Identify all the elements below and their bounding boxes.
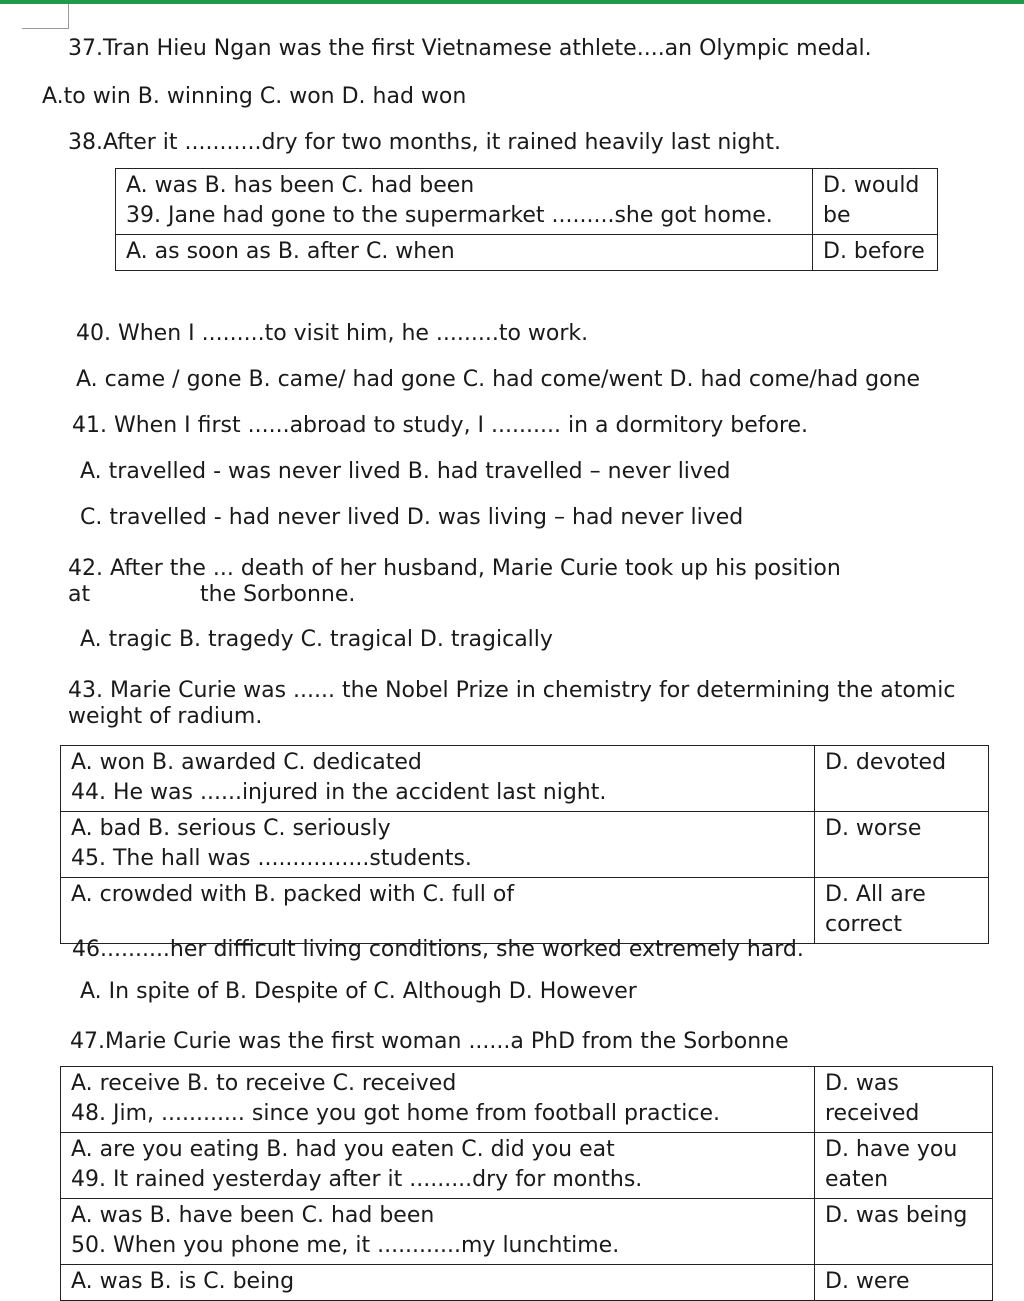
q41-options-ab: A. travelled - was never lived B. had travelled – never lived <box>80 459 731 484</box>
options-table-2 <box>60 745 989 944</box>
table-row <box>61 1067 993 1133</box>
q48-options: A. are you eating B. had you eaten C. did you eat <box>71 1137 615 1162</box>
q39-option-d: D. before <box>813 235 938 271</box>
q42-stem-line2b: the Sorbonne. <box>200 582 356 607</box>
q38-options: A. was B. has been C. had been <box>126 173 475 198</box>
table-row <box>61 1265 993 1301</box>
q45-option-d: D. All are correct <box>815 878 989 944</box>
q43-stem-line2: weight of radium. <box>68 704 263 729</box>
q46-stem: 46..........her difficult living conditions, she worked extremely hard. <box>72 937 804 962</box>
table-cell <box>116 169 813 235</box>
q38-stem: 38.After it ...........dry for two months, it rained heavily last night. <box>68 130 781 155</box>
q39-options: A. as soon as B. after C. when <box>116 235 813 271</box>
q47-option-d: D. was received <box>815 1067 993 1133</box>
q48-stem: 48. Jim, ............ since you got home from football practice. <box>71 1101 720 1126</box>
q49-stem: 49. It rained yesterday after it .........dry for months. <box>71 1167 643 1192</box>
q37-stem: 37.Tran Hieu Ngan was the first Vietnamese athlete....an Olympic medal. <box>68 36 872 61</box>
q47-stem: 47.Marie Curie was the first woman ......a PhD from the Sorbonne <box>70 1029 789 1054</box>
q50-options: A. was B. is C. being <box>61 1265 815 1301</box>
q42-stem-line1: 42. After the ... death of her husband, Marie Curie took up his position <box>68 556 841 581</box>
q44-option-d: D. worse <box>815 812 989 878</box>
table-cell <box>61 1199 815 1265</box>
table-row <box>116 169 938 235</box>
q50-stem: 50. When you phone me, it ............my lunchtime. <box>71 1233 620 1258</box>
page-corner-mark <box>22 4 69 29</box>
q50-option-d: D. were <box>815 1265 993 1301</box>
q42-options: A. tragic B. tragedy C. tragical D. tragically <box>80 627 553 652</box>
table-cell <box>61 1133 815 1199</box>
table-row <box>61 1199 993 1265</box>
q43-option-d: D. devoted <box>815 746 989 812</box>
table-cell <box>61 812 815 878</box>
q43-options: A. won B. awarded C. dedicated <box>71 750 422 775</box>
q38-option-d: D. would be <box>813 169 938 235</box>
table-cell <box>61 746 815 812</box>
q37-options: A.to win B. winning C. won D. had won <box>42 84 467 109</box>
top-accent-bar <box>0 0 1024 4</box>
q49-option-d: D. was being <box>815 1199 993 1265</box>
q42-stem-line2a: at <box>68 582 91 607</box>
q45-stem: 45. The hall was ................students. <box>71 846 472 871</box>
table-row <box>61 878 989 944</box>
q40-options: A. came / gone B. came/ had gone C. had come/went D. had come/had gone <box>76 367 921 392</box>
q46-options: A. In spite of B. Despite of C. Although D. However <box>80 979 637 1004</box>
q41-stem: 41. When I first ......abroad to study, I .......... in a dormitory before. <box>72 413 809 438</box>
q44-options: A. bad B. serious C. seriously <box>71 816 391 841</box>
table-row <box>61 1133 993 1199</box>
q44-stem: 44. He was ......injured in the accident last night. <box>71 780 607 805</box>
q40-stem: 40. When I .........to visit him, he .........to work. <box>76 321 589 346</box>
q47-options: A. receive B. to receive C. received <box>71 1071 457 1096</box>
q43-stem-line1: 43. Marie Curie was ...... the Nobel Prize in chemistry for determining the atomic <box>68 678 956 703</box>
options-table-1 <box>115 168 938 271</box>
table-row <box>116 235 938 271</box>
q49-options: A. was B. have been C. had been <box>71 1203 435 1228</box>
table-row <box>61 746 989 812</box>
q39-stem: 39. Jane had gone to the supermarket .........she got home. <box>126 203 773 228</box>
options-table-3 <box>60 1066 993 1301</box>
q45-options: A. crowded with B. packed with C. full of <box>61 878 815 944</box>
table-cell <box>61 1067 815 1133</box>
table-row <box>61 812 989 878</box>
q41-options-cd: C. travelled - had never lived D. was living – had never lived <box>80 505 744 530</box>
q48-option-d: D. have you eaten <box>815 1133 993 1199</box>
